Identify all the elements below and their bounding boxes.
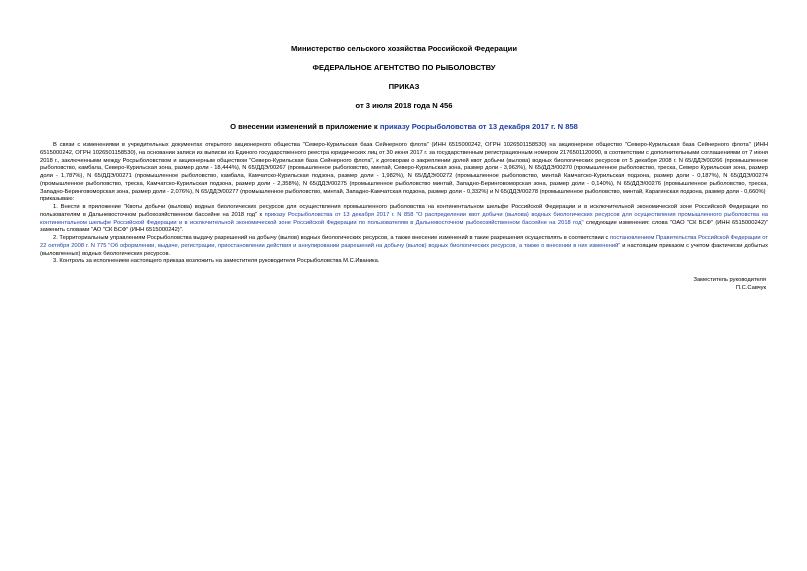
document-page <box>40 44 768 292</box>
item-1-paragraph <box>40 204 768 235</box>
document-title <box>40 122 768 132</box>
document-date-number: от 3 июля 2018 года N 456 <box>355 101 453 110</box>
item-3-paragraph: 3. Контроль за исполнением настоящего приказа возложить на заместителя руководителя Росрыболовства М.С.Иваника. <box>53 258 380 265</box>
document-title-text: О внесении изменений в приложение к <box>230 122 380 131</box>
signatory-position: Заместитель руководителя <box>693 277 766 283</box>
signatory-name: П.С.Савчук <box>735 285 766 291</box>
item-1-text-b: следующие изменения: слова "ОАО "СК БСФ" (ИНН 6515000242)" заменить словами "АО "СК БСФ" (ИНН 6515000242)". <box>40 219 768 234</box>
order-word: приказываю: <box>40 196 75 203</box>
item-1-text-a: 1. Внести в приложение "Квоты добычи (вылова) водных биологических ресурсов для осуществления промышленного рыболовства на континентальном шельфе Российской Федерации и в исключительной экономической зоне Российской Федерации по пользователям в Дальневосточном рыбохозяйственном бассейне на 2018 год" к <box>40 204 768 218</box>
title-order-link[interactable]: приказу Росрыболовства от 13 декабря 2017 г. N 858 <box>379 122 578 131</box>
item-2-paragraph <box>40 235 768 258</box>
item-2-text-a: 2. Территориальным управлениям Росрыболовства выдачу разрешений на добычу (вылов) водных биологических ресурсов, а также внесение изменений в такие разрешения осуществлять в соответствии с <box>53 235 611 241</box>
preamble-paragraph: В связи с изменениями в учредительных документах открытого акционерного общества "Северо-Курильская база Сейнерного флота" (ИНН 6515000242, ОГРН 1026501158530) на акционерное общество "Северо-Курильская база Сейнерного флота" (ИНН 6515000242, ОГРН 1026501158530), на основании записи из выписки из Единого государственного реестра юридических лиц от 30 июня 2017 г. за государственным регистрационным номером 2176501120090, в соответствии с дополнительными соглашениями от 7 июня 2018 г., заключенными между Росрыболовством и акционерным обществом "Северо-Курильская база Сейнерного флота", к договорам о закреплении долей квот добычи (вылова) водных биологических ресурсов от 5 декабря 2008 г. N 65/ДДЭ/00266 (промышленное рыболовство, камбала, Северо-Курильская зона, размер доли - 18,444%), N 65/ДДЭ/00267 (промышленное рыболовство, минтай, Северо-Курильская зона, размер доли - 3,963%), N 65/ДДЭ/00270 (промышленное рыболовство, треска, Северо Курильская зона, размер доли - 1,787%), N 65/ДДЭ/00271 (промышленное рыболовство, камбала, Камчатско-Курильская подзона, размер доли - 1,982%), N 65/ДДЭ/00272 (промышленное рыболовство, минтай Камчатско-Курильская подзона, размер доли - 0,187%), N 65/ДДЭ/00274 (промышленное рыболовство, треска, Камчатско-Курильская подзона, размер доли - 2,358%), N 65/ДДЭ/00275 (промышленное рыболовство минтай, Западно-Беринговоморская зона, размер доли - 0,140%), N 65/ДДЭ/00276 (промышленное рыболовство, треска, Западно-Беринговоморская зона, размер доли - 2,076%), N 65/ДДЭ/00277 (промышленное рыболовство, минтай, Западно-Камчатская подзона, размер доли - 0,332%) и N 65/ДДЭ/00278 (промышленное рыболовство, минтай, Карагинская подзона, размер доли - 0,660%) <box>40 142 768 195</box>
signature-block <box>40 276 768 292</box>
agency-name: ФЕДЕРАЛЬНОЕ АГЕНТСТВО ПО РЫБОЛОВСТВУ <box>312 63 496 72</box>
ministry-name: Министерство сельского хозяйства Российской Федерации <box>290 44 518 53</box>
item-1-order-link[interactable]: приказу Росрыболовства от 13 декабря 2017 г. N 858 "О распределении квот добычи (вылова) водных биологических ресурсов для осуществления промышленного рыболовства на континентальном шельфе Российской Федерации и в исключительной экономической зоне Российской Федерации по пользователям в Дальневосточном рыбохозяйственном бассейне на 2018 год" <box>40 211 769 226</box>
document-type: ПРИКАЗ <box>388 82 420 91</box>
item-2-resolution-link[interactable]: постановлением Правительства Российской Федерации от 22 октября 2008 г. N 775 "Об оформлении, выдаче, регистрации, приостановлении действия и аннулировании разрешений на добычу (вылов) водных биологических ресурсов, а также о внесении в них изменений" <box>40 235 768 249</box>
document-body <box>40 142 768 266</box>
item-2-text-b: и настоящим приказом с учетом фактически добытых (выловленных) водных биологических ресурсов. <box>40 242 768 257</box>
